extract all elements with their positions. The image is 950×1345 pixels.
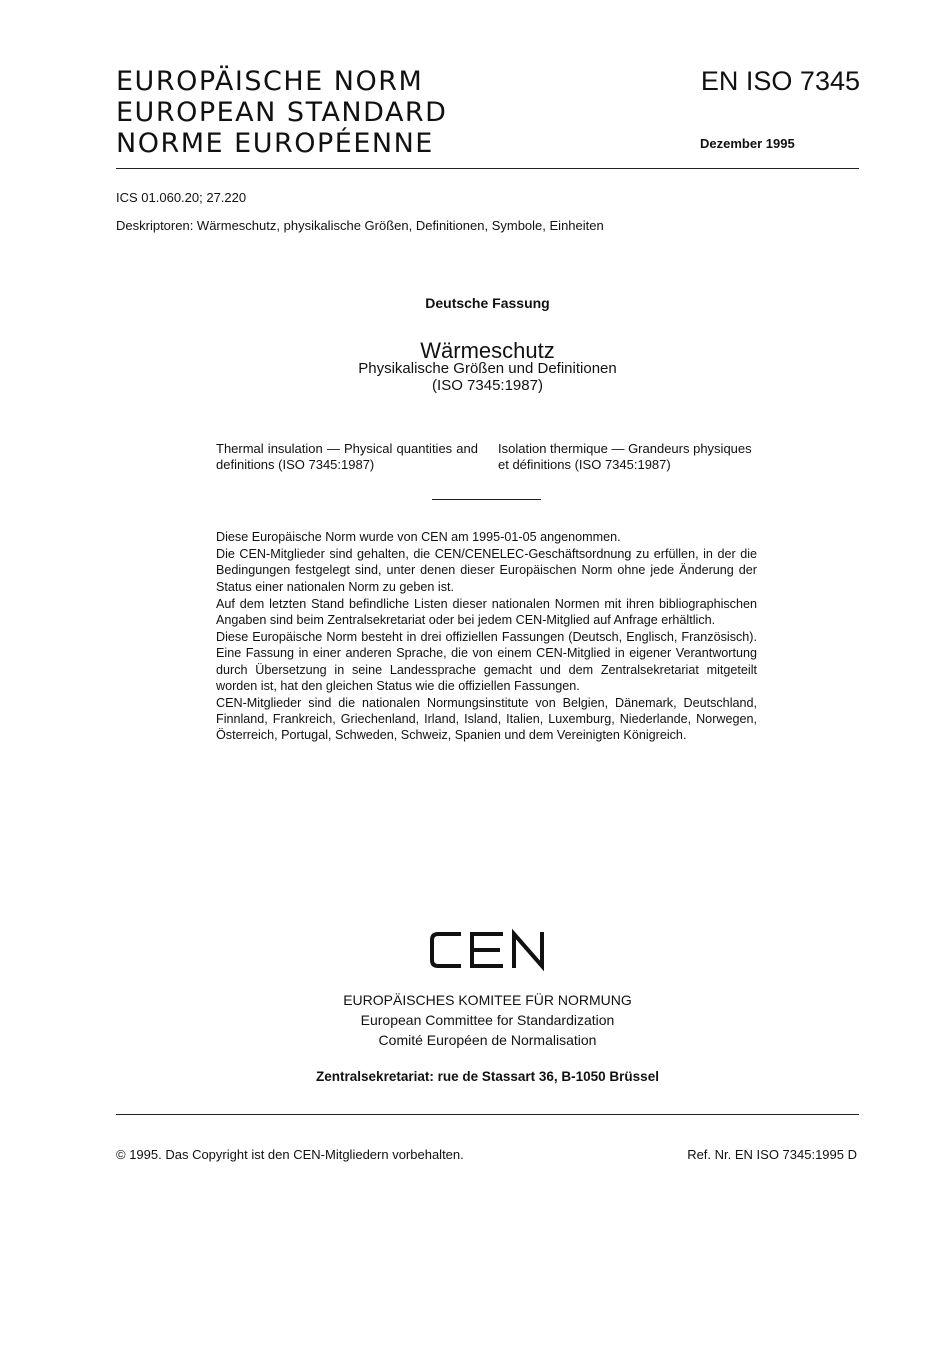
paragraph: CEN-Mitglieder sind die nationalen Normungsinstitute von Belgien, Dänemark, Deutschland, Finnland, Frankreich, Griechenland, Irland, Island, Italien, Luxemburg, Niederlande, Norwegen, Österreich, Portugal, Schweden, Schweiz, Spanien und dem Vereinigten Königreich.	[216, 696, 757, 743]
document-subtitle-block	[0, 360, 950, 394]
title-english: Thermal insulation — Physical quantities and definitions (ISO 7345:1987)	[216, 441, 478, 472]
paragraph: Diese Europäische Norm besteht in drei offiziellen Fassungen (Deutsch, Englisch, Französisch). Eine Fassung in einer anderen Sprache, die von einem CEN-Mitglied in eigener Verantwortung durch Übersetzung in seine Landessprache gemacht und dem Zentralsekretariat mitgeteilt worden ist, hat den gleichen Status wie die offiziellen Fassungen.	[216, 630, 757, 693]
secretariat-address: Zentralsekretariat: rue de Stassart 36, B-1050 Brüssel	[316, 1069, 659, 1084]
committee-name-fr: Comité Européen de Normalisation	[378, 1032, 597, 1048]
paragraph: Die CEN-Mitglieder sind gehalten, die CEN/CENELEC-Geschäftsordnung zu erfüllen, in der die Bedingungen festgelegt sind, unter denen dieser Europäischen Norm ohne jede Änderung der Status einer nationalen Norm zu geben ist.	[216, 547, 757, 594]
standard-type-title	[116, 66, 447, 159]
document-subtitle: Physikalische Größen und Definitionen	[358, 360, 617, 377]
header-divider	[116, 168, 859, 169]
document-title: Wärmeschutz	[420, 338, 555, 363]
committee-name-de: EUROPÄISCHES KOMITEE FÜR NORMUNG	[343, 992, 632, 1008]
title-french: Isolation thermique — Grandeurs physiques et définitions (ISO 7345:1987)	[498, 441, 752, 472]
paragraph: Diese Europäische Norm wurde von CEN am 1995-01-05 angenommen.	[216, 530, 621, 544]
title-line-fr: NORME EUROPÉENNE	[116, 128, 434, 159]
standard-number: EN ISO 7345	[700, 66, 860, 96]
title-line-en: EUROPEAN STANDARD	[116, 97, 448, 128]
copyright-notice: © 1995. Das Copyright ist den CEN-Mitgliedern vorbehalten.	[116, 1147, 464, 1162]
publication-date: Dezember 1995	[700, 136, 795, 151]
iso-reference: (ISO 7345:1987)	[432, 377, 543, 394]
reference-number: Ref. Nr. EN ISO 7345:1995 D	[687, 1147, 857, 1162]
committee-names	[0, 990, 950, 1050]
adoption-notice	[216, 529, 757, 745]
descriptors: Deskriptoren: Wärmeschutz, physikalische Größen, Definitionen, Symbole, Einheiten	[116, 218, 604, 233]
title-line-de: EUROPÄISCHE NORM	[116, 66, 424, 97]
section-divider	[432, 499, 541, 500]
committee-name-en: European Committee for Standardization	[360, 1012, 615, 1028]
cen-logo	[428, 928, 550, 972]
version-label: Deutsche Fassung	[425, 295, 550, 311]
ics-codes: ICS 01.060.20; 27.220	[116, 190, 247, 205]
footer-divider	[116, 1114, 859, 1115]
paragraph: Auf dem letzten Stand befindliche Listen dieser nationalen Normen mit ihren bibliographischen Angaben sind beim Zentralsekretariat oder bei jedem CEN-Mitglied auf Anfrage erhältlich.	[216, 596, 757, 628]
